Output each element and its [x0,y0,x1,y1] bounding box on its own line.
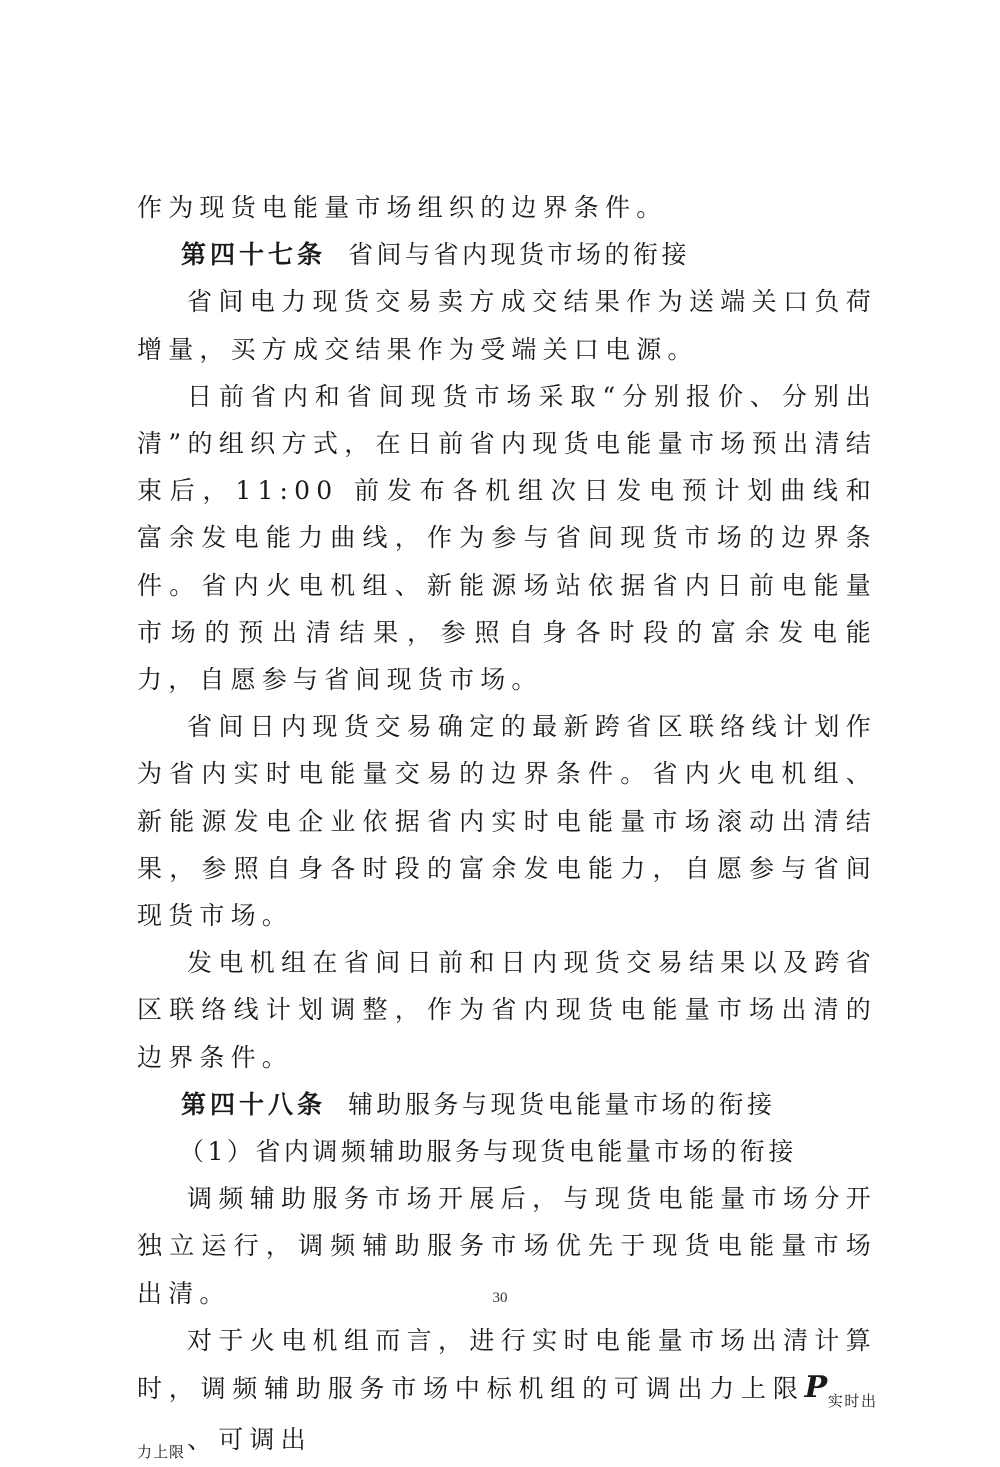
formula-subscript: 实时出力上限 [137,1392,877,1462]
article-number: 第四十八条 [181,1089,327,1119]
paragraph [137,1317,877,1467]
paragraph: 发电机组在省间日前和日内现货交易结果以及跨省区联络线计划调整，作为省内现货电能量市场出清的边界条件。 [137,948,877,1072]
article-number: 第四十七条 [181,240,327,270]
paragraph: 作为现货电能量市场组织的边界条件。 [137,193,668,222]
paragraph-text: 对于火电机组而言，进行实时电能量市场出清计算时，调频辅助服务市场中标机组的可调出力上限 [137,1325,877,1404]
paragraph: 省间电力现货交易卖方成交结果作为送端关口负荷增量，买方成交结果作为受端关口电源。 [137,287,877,364]
page-number: 30 [492,1290,508,1306]
article-heading [137,1081,877,1128]
list-item: （1）省内调频辅助服务与现货电能量市场的衔接 [179,1137,797,1167]
article-title: 辅助服务与现货电能量市场的衔接 [348,1089,776,1119]
paragraph: 省间日内现货交易确定的最新跨省区联络线计划作为省内实时电能量交易的边界条件。省内火电机组、新能源发电企业依据省内实时电能量市场滚动出清结果，参照自身各时段的富余发电能力，自愿参与省间现货市场。 [137,712,877,931]
paragraph-text: 、可调出 [187,1425,312,1455]
paragraph: 调频辅助服务市场开展后，与现货电能量市场分开独立运行，调频辅助服务市场优先于现货电能量市场出清。 [137,1184,877,1308]
paragraph: 日前省内和省间现货市场采取“分别报价、分别出清”的组织方式，在日前省内现货电能量市场预出清结束后，11:00 前发布各机组次日发电预计划曲线和富余发电能力曲线，作为参与省间现货市场的边界条件。省内火电机组、新能源场站依据省内日前电能量市场的预出清结果，参照自身各时段的富余发电能力，自愿参与省间现货市场。 [137,381,877,695]
document-body [137,184,877,1467]
article-heading [137,231,877,278]
article-title: 省间与省内现货市场的衔接 [348,240,691,270]
formula-symbol: P [804,1370,828,1406]
